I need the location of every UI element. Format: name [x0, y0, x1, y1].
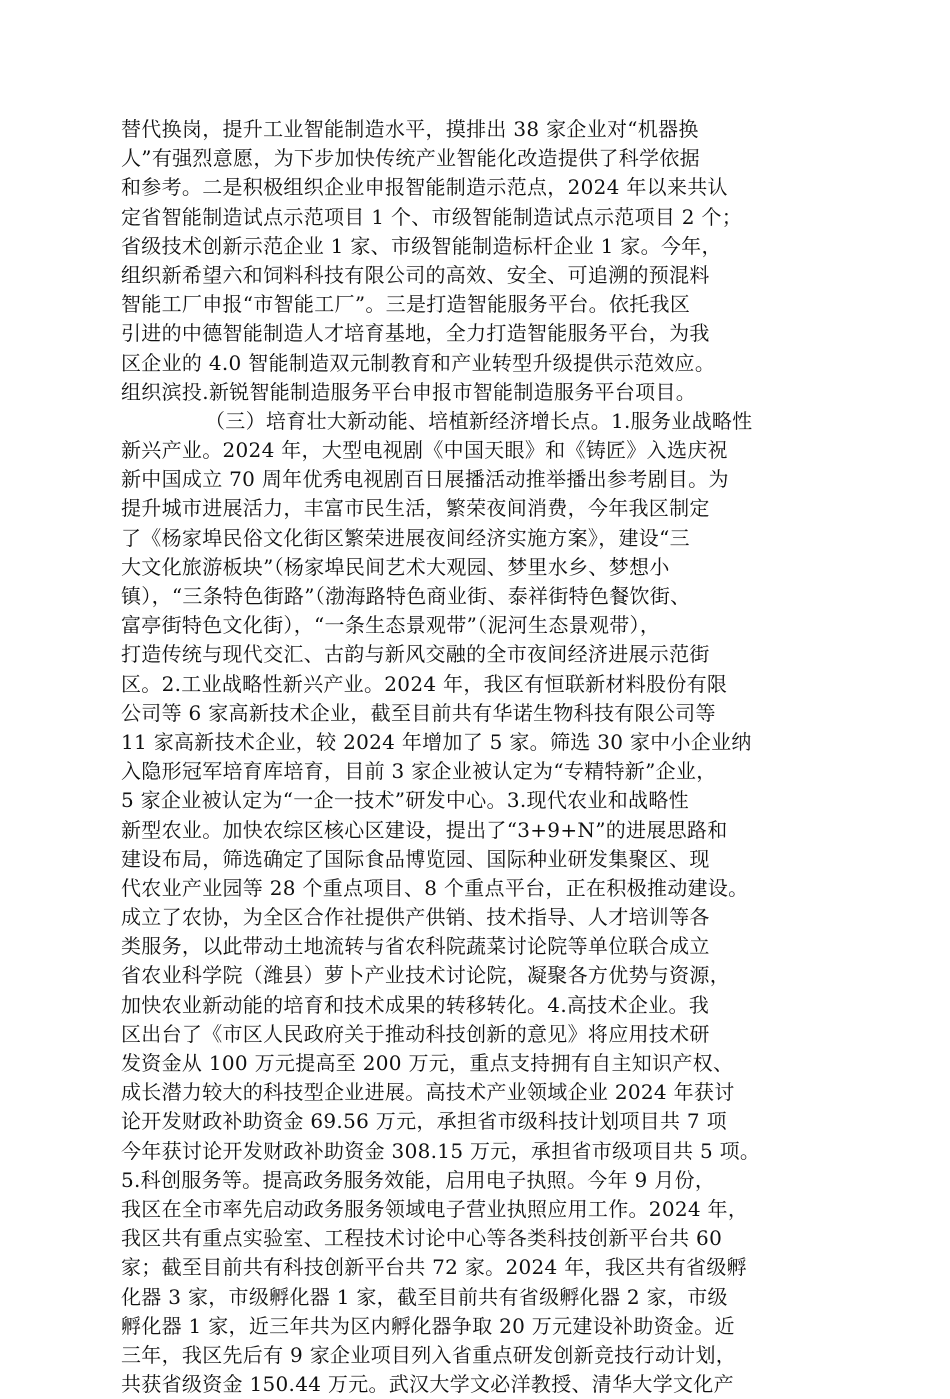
text-line: 人”有强烈意愿，为下步加快传统产业智能化改造提供了科学依据: [121, 146, 700, 171]
text-line: 代农业产业园等 28 个重点项目、8 个重点平台，正在积极推动建设。: [121, 875, 749, 900]
text-line: 5.科创服务等。提高政务服务效能，启用电子执照。今年 9 月份，: [121, 1167, 716, 1192]
text-line: 镇），“三条特色街路”（渤海路特色商业街、泰祥街特色餐饮街、: [121, 584, 691, 608]
text-line: 了《杨家埠民俗文化街区繁荣进展夜间经济实施方案》，建设“三: [121, 525, 690, 550]
text-line: 和参考。二是积极组织企业申报智能制造示范点，2024 年以来共认: [121, 175, 728, 200]
text-line: 定省智能制造试点示范项目 1 个、市级智能制造试点示范项目 2 个；: [121, 204, 743, 229]
text-line: 今年获讨论开发财政补助资金 308.15 万元，承担省市级项目共 5 项。: [121, 1138, 761, 1163]
text-line: 论开发财政补助资金 69.56 万元，承担省市级科技计划项目共 7 项: [121, 1109, 727, 1134]
text-line: 三年，我区先后有 9 家企业项目列入省重点研发创新竞技行动计划，: [121, 1342, 737, 1367]
text-line: 成长潜力较大的科技型企业进展。高技术产业领域企业 2024 年获讨: [121, 1080, 735, 1105]
text-line: 建设布局，筛选确定了国际食品博览园、国际种业研发集聚区、现: [121, 846, 710, 871]
text-line: 替代换岗，提升工业智能制造水平，摸排出 38 家企业对“机器换: [121, 117, 699, 141]
text-line: 区出台了《市区人民政府关于推动科技创新的意见》将应用技术研: [121, 1021, 710, 1046]
text-line: 智能工厂申报“市智能工厂”。三是打造智能服务平台。依托我区: [121, 292, 691, 317]
text-line: 区企业的 4.0 智能制造双元制教育和产业转型升级提供示范效应。: [121, 350, 716, 375]
text-line: 我区在全市率先启动政务服务领域电子营业执照应用工作。2024 年，: [121, 1196, 749, 1221]
body-text: [121, 115, 841, 1399]
text-line: 新兴产业。2024 年，大型电视剧《中国天眼》和《铸匠》入选庆祝: [121, 438, 728, 463]
text-line: 成立了农协，为全区合作社提供产供销、技术指导、人才培训等各: [121, 905, 710, 930]
text-line: 新型农业。加快农综区核心区建设，提出了“3+9+N”的进展思路和: [121, 817, 728, 842]
text-line: 发资金从 100 万元提高至 200 万元，重点支持拥有自主知识产权、: [121, 1051, 734, 1075]
text-line: 引进的中德智能制造人才培育基地，全力打造智能服务平台，为我: [121, 321, 710, 346]
text-line: 共获省级资金 150.44 万元。武汉大学文必洋教授、清华大学文化产: [121, 1372, 734, 1397]
text-line: 富亭街特色文化街），“一条生态景观带”（泥河生态景观带），: [121, 613, 661, 638]
text-line: 入隐形冠军培育库培育，目前 3 家企业被认定为“专精特新”企业，: [121, 759, 717, 784]
text-line: 打造传统与现代交汇、古韵与新风交融的全市夜间经济进展示范街: [121, 642, 710, 667]
text-line: 孵化器 1 家，近三年共为区内孵化器争取 20 万元建设补助资金。近: [121, 1313, 735, 1338]
text-line: 5 家企业被认定为“一企一技术”研发中心。3.现代农业和战略性: [121, 788, 689, 813]
text-line: 省级技术创新示范企业 1 家、市级智能制造标杆企业 1 家。今年，: [121, 233, 722, 258]
text-line: 公司等 6 家高新技术企业，截至目前共有华诺生物科技有限公司等: [121, 700, 716, 725]
text-line: 家；截至目前共有科技创新平台共 72 家。2024 年，我区共有省级孵: [121, 1255, 747, 1280]
text-line: 区。2.工业战略性新兴产业。2024 年，我区有恒联新材料股份有限: [121, 671, 728, 696]
text-line: 类服务，以此带动土地流转与省农科院蔬菜讨论院等单位联合成立: [121, 934, 710, 959]
text-line: 提升城市进展活力，丰富市民生活，繁荣夜间消费，今年我区制定: [121, 496, 710, 521]
text-line: 11 家高新技术企业，较 2024 年增加了 5 家。筛选 30 家中小企业纳: [121, 729, 752, 754]
text-line: 组织新希望六和饲料科技有限公司的高效、安全、可追溯的预混料: [121, 262, 710, 287]
section-heading-line: （三）培育壮大新动能、培植新经济增长点。1.服务业战略性: [205, 408, 753, 433]
text-line: 新中国成立 70 周年优秀电视剧百日展播活动推举播出参考剧目。为: [121, 467, 729, 492]
text-line: 加快农业新动能的培育和技术成果的转移转化。4.高技术企业。我: [121, 992, 710, 1017]
text-line: 省农业科学院（潍县）萝卜产业技术讨论院，凝聚各方优势与资源，: [121, 963, 730, 988]
text-line: 大文化旅游板块”（杨家埠民间艺术大观园、梦里水乡、梦想小: [121, 554, 670, 579]
text-line: 组织滨投.新锐智能制造服务平台申报市智能制造服务平台项目。: [121, 379, 697, 404]
text-line: 化器 3 家，市级孵化器 1 家，截至目前共有省级孵化器 2 家，市级: [121, 1284, 728, 1309]
text-line: 我区共有重点实验室、工程技术讨论中心等各类科技创新平台共 60: [121, 1226, 723, 1251]
